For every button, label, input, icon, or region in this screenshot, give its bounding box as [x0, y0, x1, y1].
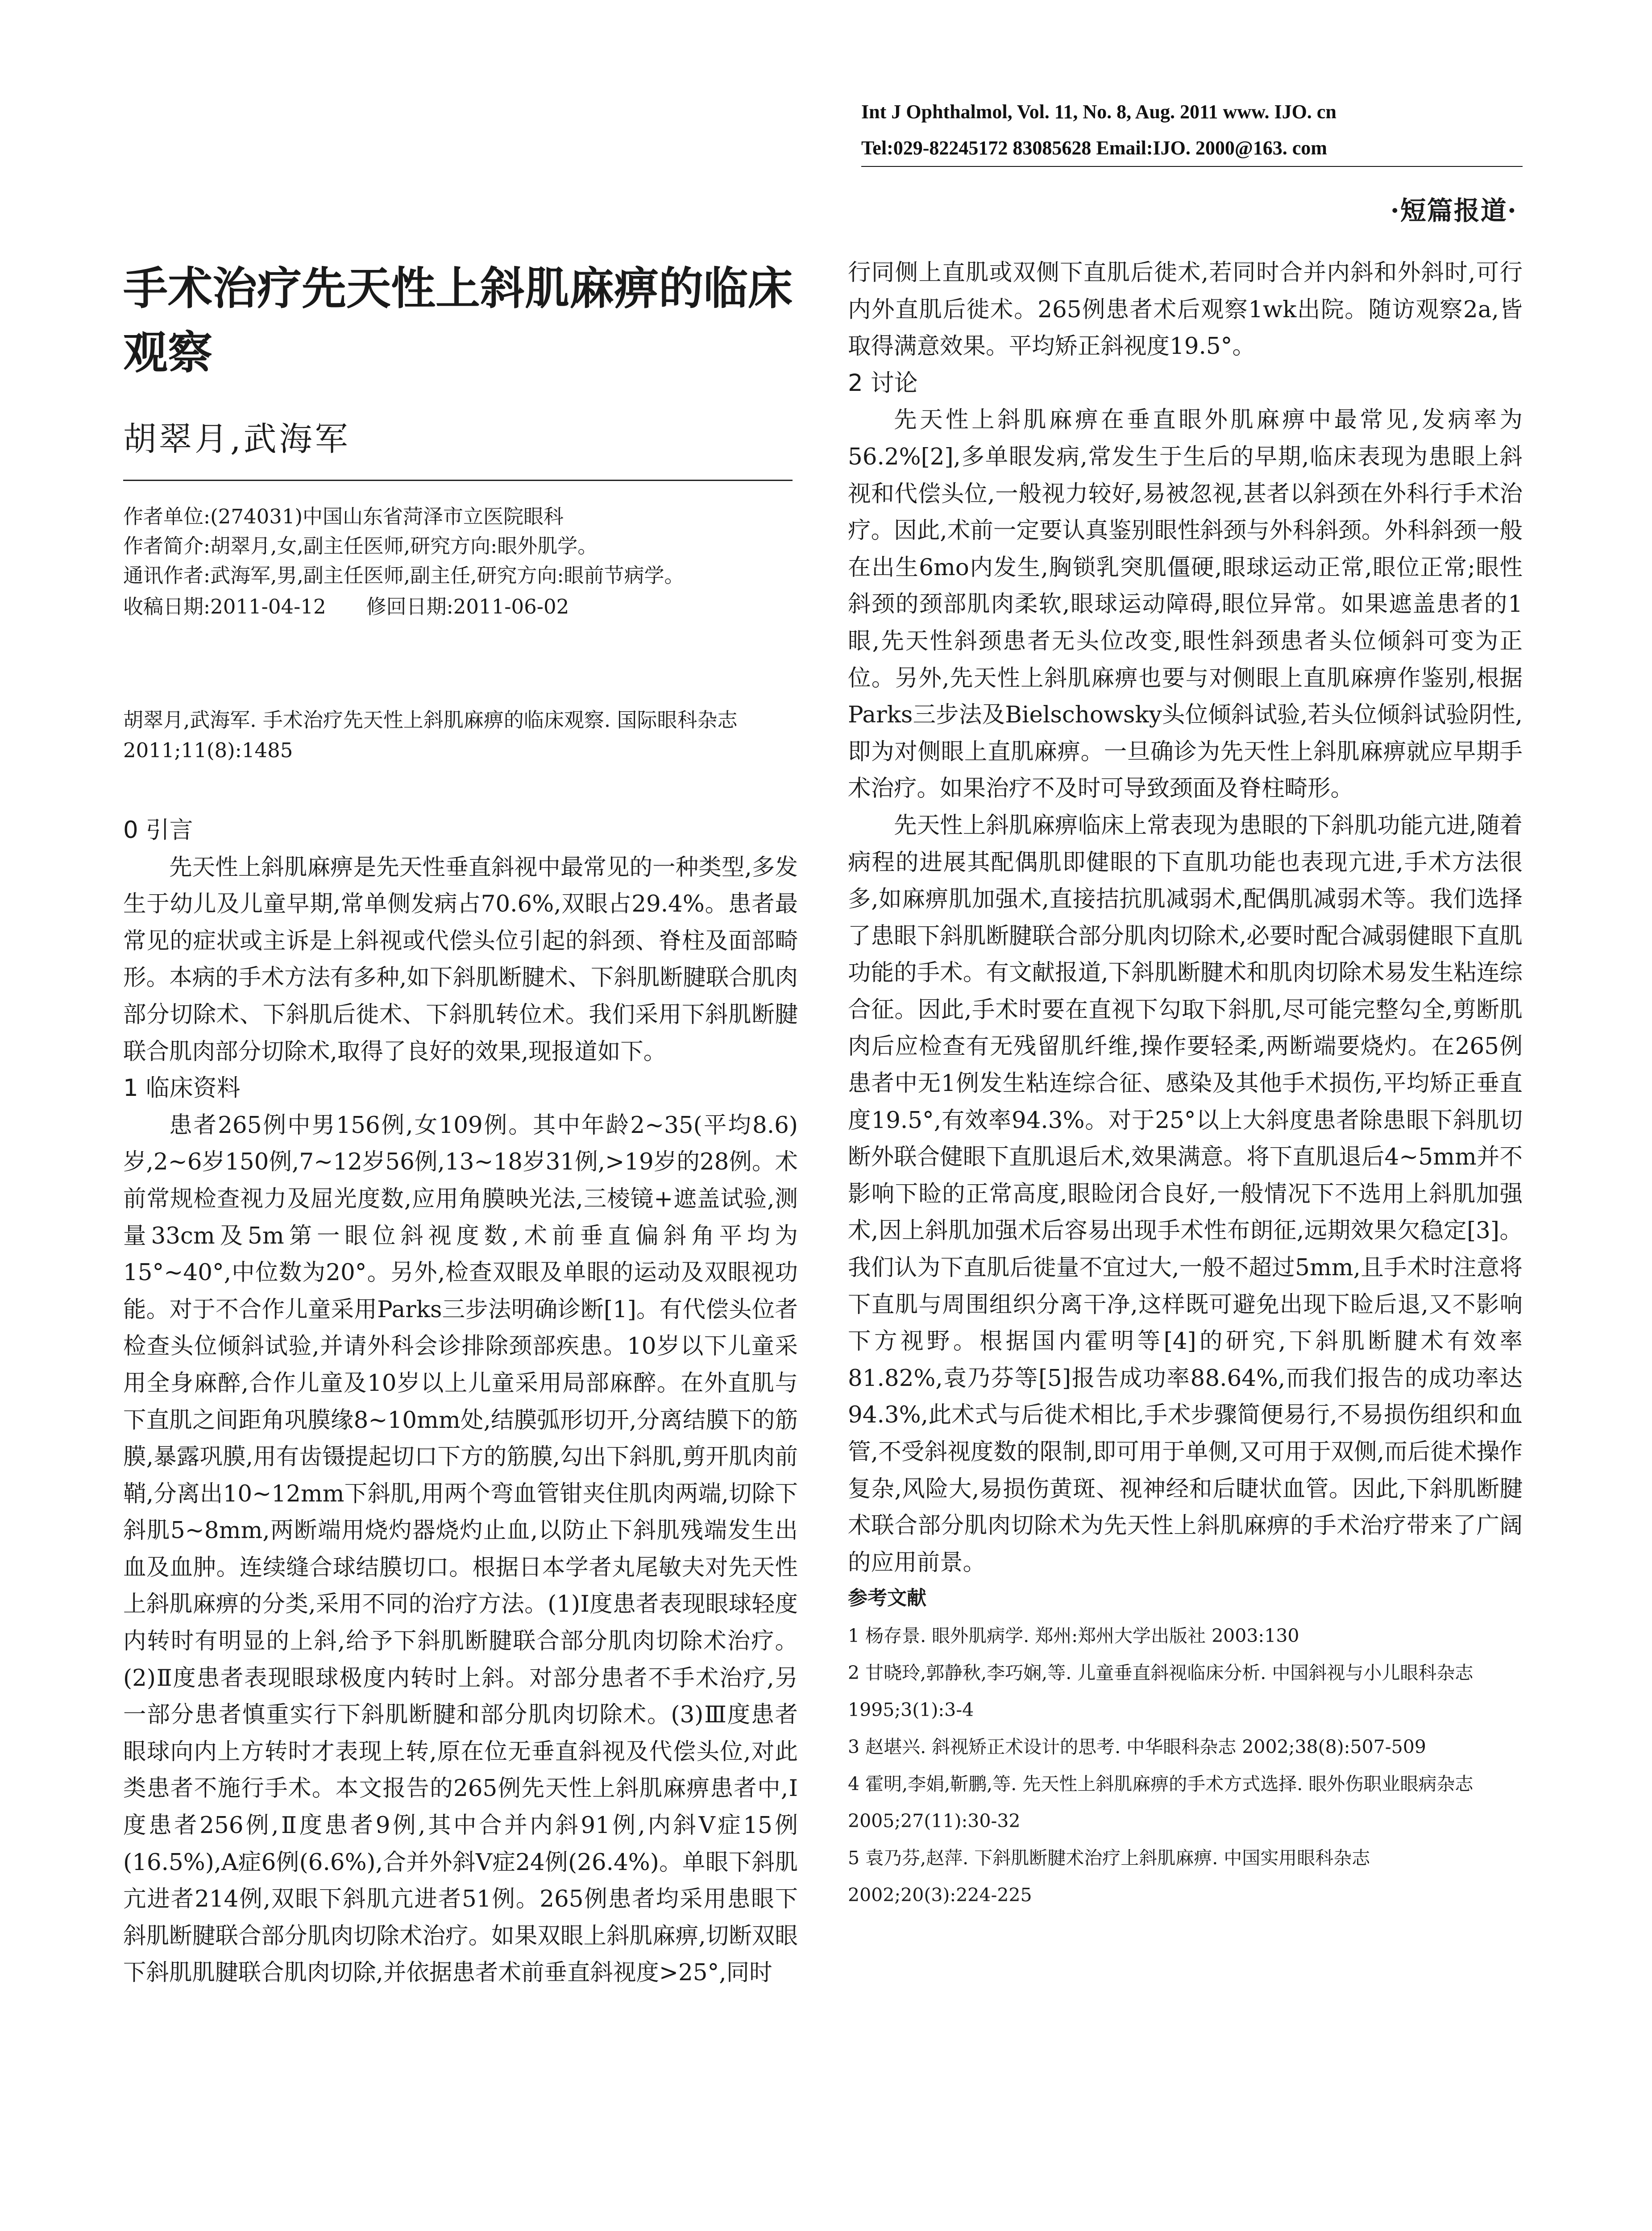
reference-item: 4 霍明,李娟,靳鹏,等. 先天性上斜肌麻痹的手术方式选择. 眼外伤职业眼病杂志 2005;27(11):30-32 — [848, 1773, 1474, 1832]
journal-contact-line: Tel:029-82245172 83085628 Email:IJO. 2000@163. com — [861, 137, 1327, 159]
section-tag: ·短篇报道· — [1390, 195, 1517, 226]
reference-item: 3 赵堪兴. 斜视矫正术设计的思考. 中华眼科杂志 2002;38(8):507-509 — [848, 1736, 1426, 1758]
reference-item: 2 甘晓玲,郭静秋,李巧娴,等. 儿童垂直斜视临床分析. 中国斜视与小儿眼科杂志 1995;3(1):3-4 — [848, 1662, 1474, 1721]
methods-heading: 1 临床资料 — [123, 1074, 241, 1102]
discussion-heading: 2 讨论 — [848, 369, 918, 397]
title-divider — [123, 480, 793, 481]
citation: 胡翠月,武海军. 手术治疗先天性上斜肌麻痹的临床观察. 国际眼科杂志 2011;11(8):1485 — [123, 708, 738, 762]
author-metadata — [123, 502, 793, 622]
reference-item: 5 袁乃芬,赵萍. 下斜肌断腱术治疗上斜肌麻痹. 中国实用眼科杂志 2002;20(3):224-225 — [848, 1847, 1370, 1906]
methods-paragraph-continued: 行同侧上直肌或双侧下直肌后徙术,若同时合并内斜和外斜时,可行内外直肌后徙术。265例患者术后观察1wk出院。随访观察2a,皆取得满意效果。平均矫正斜视度19.5°。 — [848, 259, 1523, 360]
methods-paragraph: 患者265例中男156例,女109例。其中年龄2~35(平均8.6)岁,2~6岁150例,7~12岁56例,13~18岁31例,>19岁的28例。术前常规检查视力及屈光度数,应用角膜映光法,三棱镜+遮盖试验,测量33cm及5m第一眼位斜视度数,术前垂直偏斜角平均为15°~40°,中位数为20°。另外,检查双眼及单眼的运动及双眼视功能。对于不合作儿童采用Parks三步法明确诊断[1]。有代偿头位者检查头位倾斜试验,并请外科会诊排除颈部疾患。10岁以下儿童采用全身麻醉,合作儿童及10岁以上儿童采用局部麻醉。在外直肌与下直肌之间距角巩膜缘8~10mm处,结膜弧形切开,分离结膜下的筋膜,暴露巩膜,用有齿镊提起切口下方的筋膜,勾出下斜肌,剪开肌肉前鞘,分离出10~12mm下斜肌,用两个弯血管钳夹住肌肉两端,切除下斜肌5~8mm,两断端用烧灼器烧灼止血,以防止下斜肌残端发生出血及血肿。连续缝合球结膜切口。根据日本学者丸尾敏夫对先天性上斜肌麻痹的分类,采用不同的治疗方法。(1)Ⅰ度患者表现眼球轻度内转时有明显的上斜,给予下斜肌断腱联合部分肌肉切除术治疗。(2)Ⅱ度患者表现眼球极度内转时上斜。对部分患者不手术治疗,另一部分患者慎重实行下斜肌断腱和部分肌肉切除术。(3)Ⅲ度患者眼球向内上方转时才表现上转,原在位无垂直斜视及代偿头位,对此类患者不施行手术。本文报告的265例先天性上斜肌麻痹患者中,Ⅰ度患者256例,Ⅱ度患者9例,其中合并内斜91例,内斜V症15例(16.5%),A症6例(6.6%),合并外斜V症24例(26.4%)。单眼下斜肌亢进者214例,双眼下斜肌亢进者51例。265例患者均采用患眼下斜肌断腱联合部分肌肉切除术治疗。如果双眼上斜肌麻痹,切断双眼下斜肌肌腱联合肌肉切除,并依据患者术前垂直斜视度>25°,同时 — [123, 1111, 798, 1986]
reference-item: 1 杨存景. 眼外肌病学. 郑州:郑州大学出版社 2003:130 — [848, 1625, 1299, 1647]
discussion-paragraph-2: 先天性上斜肌麻痹临床上常表现为患眼的下斜肌功能亢进,随着病程的进展其配偶肌即健眼的下直肌功能也表现亢进,手术方法很多,如麻痹肌加强术,直接拮抗肌减弱术,配偶肌减弱术等。我们选择了患眼下斜肌断腱联合部分肌肉切除术,必要时配合减弱健眼下直肌功能的手术。有文献报道,下斜肌断腱术和肌肉切除术易发生粘连综合征。因此,手术时要在直视下勾取下斜肌,尽可能完整勾全,剪断肌肉后应检查有无残留肌纤维,操作要轻柔,两断端要烧灼。在265例患者中无1例发生粘连综合征、感染及其他手术损伤,平均矫正垂直度19.5°,有效率94.3%。对于25°以上大斜度患者除患眼下斜肌切断外联合健眼下直肌退后术,效果满意。将下直肌退后4~5mm并不影响下睑的正常高度,眼睑闭合良好,一般情况下不选用上斜肌加强术,因上斜肌加强术后容易出现手术性布朗征,远期效果欠稳定[3]。我们认为下直肌后徙量不宜过大,一般不超过5mm,且手术时注意将下直肌与周围组织分离干净,这样既可避免出现下睑后退,又不影响下方视野。根据国内霍明等[4]的研究,下斜肌断腱术有效率81.82%,袁乃芬等[5]报告成功率88.64%,而我们报告的成功率达94.3%,此术式与后徙术相比,手术步骤简便易行,不易损伤组织和血管,不受斜视度数的限制,即可用于单侧,又可用于双侧,而后徙术操作复杂,风险大,易损伤黄斑、视神经和后睫状血管。因此,下斜肌断腱术联合部分肌肉切除术为先天性上斜肌麻痹的手术治疗带来了广阔的应用前景。 — [848, 812, 1523, 1576]
references-list — [848, 1617, 1523, 1914]
revised-date: 修回日期:2011-06-02 — [366, 595, 569, 618]
article-dates — [123, 592, 793, 622]
right-column — [848, 254, 1523, 1914]
correspondence: 通讯作者:武海军,男,副主任医师,副主任,研究方向:眼前节病学。 — [123, 564, 685, 587]
author-intro: 作者简介:胡翠月,女,副主任医师,研究方向:眼外肌学。 — [123, 534, 598, 558]
references-heading: 参考文献 — [848, 1587, 926, 1610]
intro-paragraph: 先天性上斜肌麻痹是先天性垂直斜视中最常见的一种类型,多发生于幼儿及儿童早期,常单侧发病占70.6%,双眼占29.4%。患者最常见的症状或主诉是上斜视或代偿头位引起的斜颈、脊柱及面部畸形。本病的手术方法有多种,如下斜肌断腱术、下斜肌断腱联合肌肉部分切除术、下斜肌后徙术、下斜肌转位术。我们采用下斜肌断腱联合肌肉部分切除术,取得了良好的效果,现报道如下。 — [123, 854, 798, 1065]
intro-heading: 0 引言 — [123, 817, 193, 844]
affiliation: 作者单位:(274031)中国山东省菏泽市立医院眼科 — [123, 505, 564, 528]
received-date: 收稿日期:2011-04-12 — [123, 595, 326, 618]
article-title: 手术治疗先天性上斜肌麻痹的临床观察 — [123, 262, 793, 379]
header-underline — [861, 166, 1523, 167]
article-authors: 胡翠月,武海军 — [123, 420, 351, 458]
journal-info-line: Int J Ophthalmol, Vol. 11, No. 8, Aug. 2011 www. IJO. cn — [861, 101, 1337, 123]
discussion-paragraph-1: 先天性上斜肌麻痹在垂直眼外肌麻痹中最常见,发病率为56.2%[2],多单眼发病,常发生于生后的早期,临床表现为患眼上斜视和代偿头位,一般视力较好,易被忽视,甚者以斜颈在外科行手术治疗。因此,术前一定要认真鉴别眼性斜颈与外科斜颈。外科斜颈一般在出生6mo内发生,胸锁乳突肌僵硬,眼球运动正常,眼位正常;眼性斜颈的颈部肌肉柔软,眼球运动障碍,眼位异常。如果遮盖患者的1眼,先天性斜颈患者无头位改变,眼性斜颈患者头位倾斜可变为正位。另外,先天性上斜肌麻痹也要与对侧眼上直肌麻痹作鉴别,根据Parks三步法及Bielschowsky头位倾斜试验,若头位倾斜试验阴性,即为对侧眼上直肌麻痹。一旦确诊为先天性上斜肌麻痹就应早期手术治疗。如果治疗不及时可导致颈面及脊柱畸形。 — [848, 406, 1523, 802]
left-column — [123, 812, 798, 1991]
